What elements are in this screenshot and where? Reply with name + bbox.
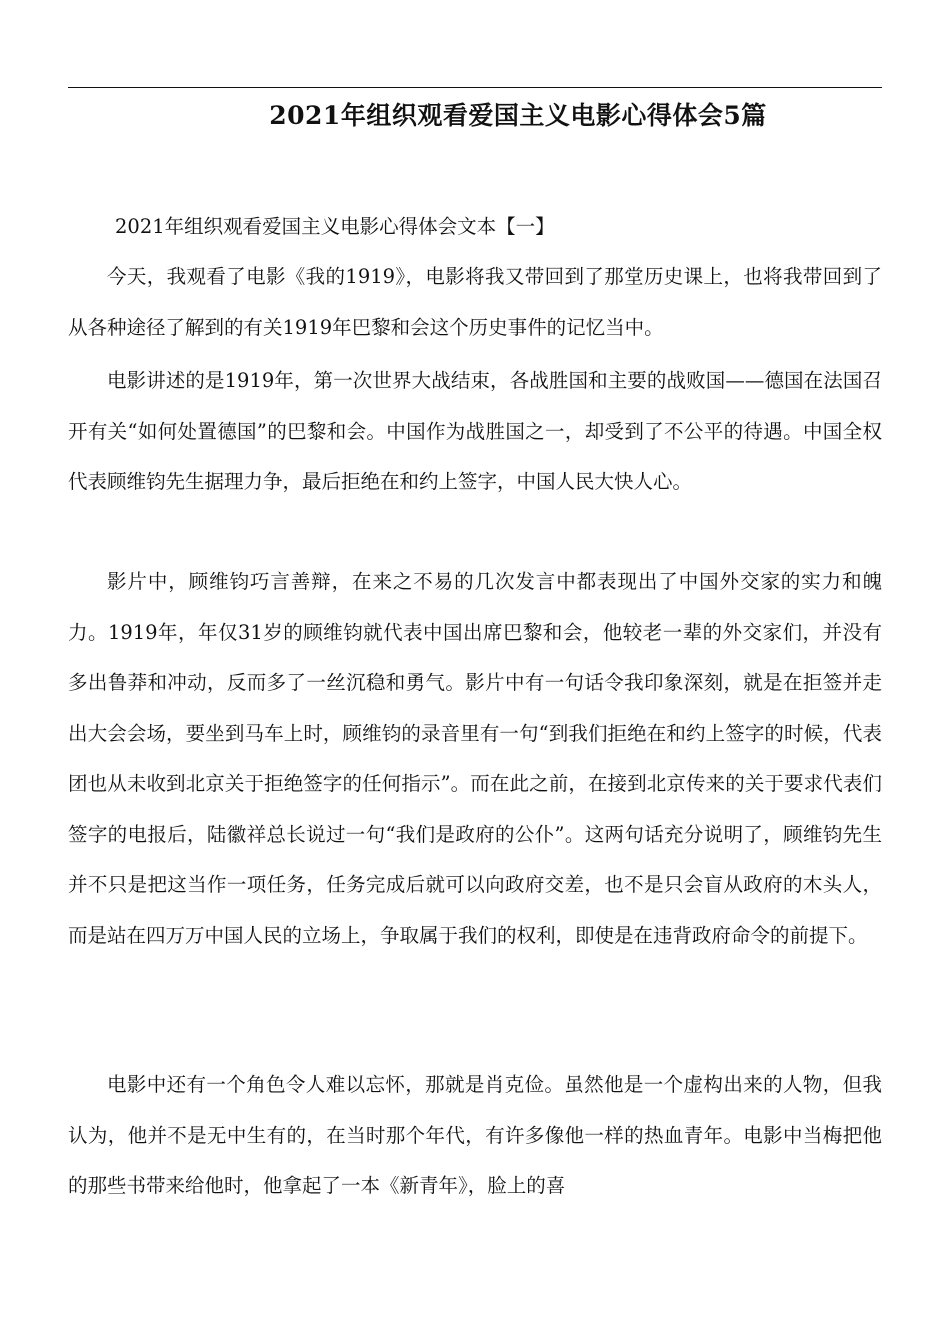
body-paragraph-3: 影片中，顾维钧巧言善辩，在来之不易的几次发言中都表现出了中国外交家的实力和魄力。1919年，年仅31岁的顾维钧就代表中国出席巴黎和会，他较老一辈的外交家们，并没有多出鲁莽和冲动，反而多了一丝沉稳和勇气。影片中有一句话令我印象深刻，就是在拒签并走出大会会场，要坐到马车上时，顾维钧的录音里有一句“到我们拒绝在和约上签字的时候，代表团也从未收到北京关于拒绝签字的任何指示”。而在此之前，在接到北京传来的关于要求代表们签字的电报后，陆徽祥总长说过一句“我们是政府的公仆”。这两句话充分说明了，顾维钧先生并不只是把这当作一项任务，任务完成后就可以向政府交差，也不是只会盲从政府的木头人，而是站在四万万中国人民的立场上，争取属于我们的权利，即使是在违背政府命令的前提下。 bbox=[68, 570, 882, 947]
section-heading: 2021年组织观看爱国主义电影心得体会文本【一】 bbox=[115, 215, 555, 238]
body-paragraph-4: 电影中还有一个角色令人难以忘怀，那就是肖克俭。虽然他是一个虚构出来的人物，但我认为，他并不是无中生有的，在当时那个年代，有许多像他一样的热血青年。电影中当梅把他的那些书带来给他时，他拿起了一本《新青年》，脸上的喜 bbox=[68, 1073, 882, 1197]
header-rule bbox=[68, 87, 882, 88]
document-title: 2021年组织观看爱国主义电影心得体会5篇 bbox=[269, 101, 767, 130]
body-paragraph-2: 电影讲述的是1919年，第一次世界大战结束，各战胜国和主要的战败国——德国在法国召开有关“如何处置德国”的巴黎和会。中国作为战胜国之一，却受到了不公平的待遇。中国全权代表顾维钧先生据理力争，最后拒绝在和约上签字，中国人民大快人心。 bbox=[68, 369, 882, 493]
body-paragraph-1: 今天，我观看了电影《我的1919》，电影将我又带回到了那堂历史课上，也将我带回到了从各种途径了解到的有关1919年巴黎和会这个历史事件的记忆当中。 bbox=[68, 265, 882, 339]
